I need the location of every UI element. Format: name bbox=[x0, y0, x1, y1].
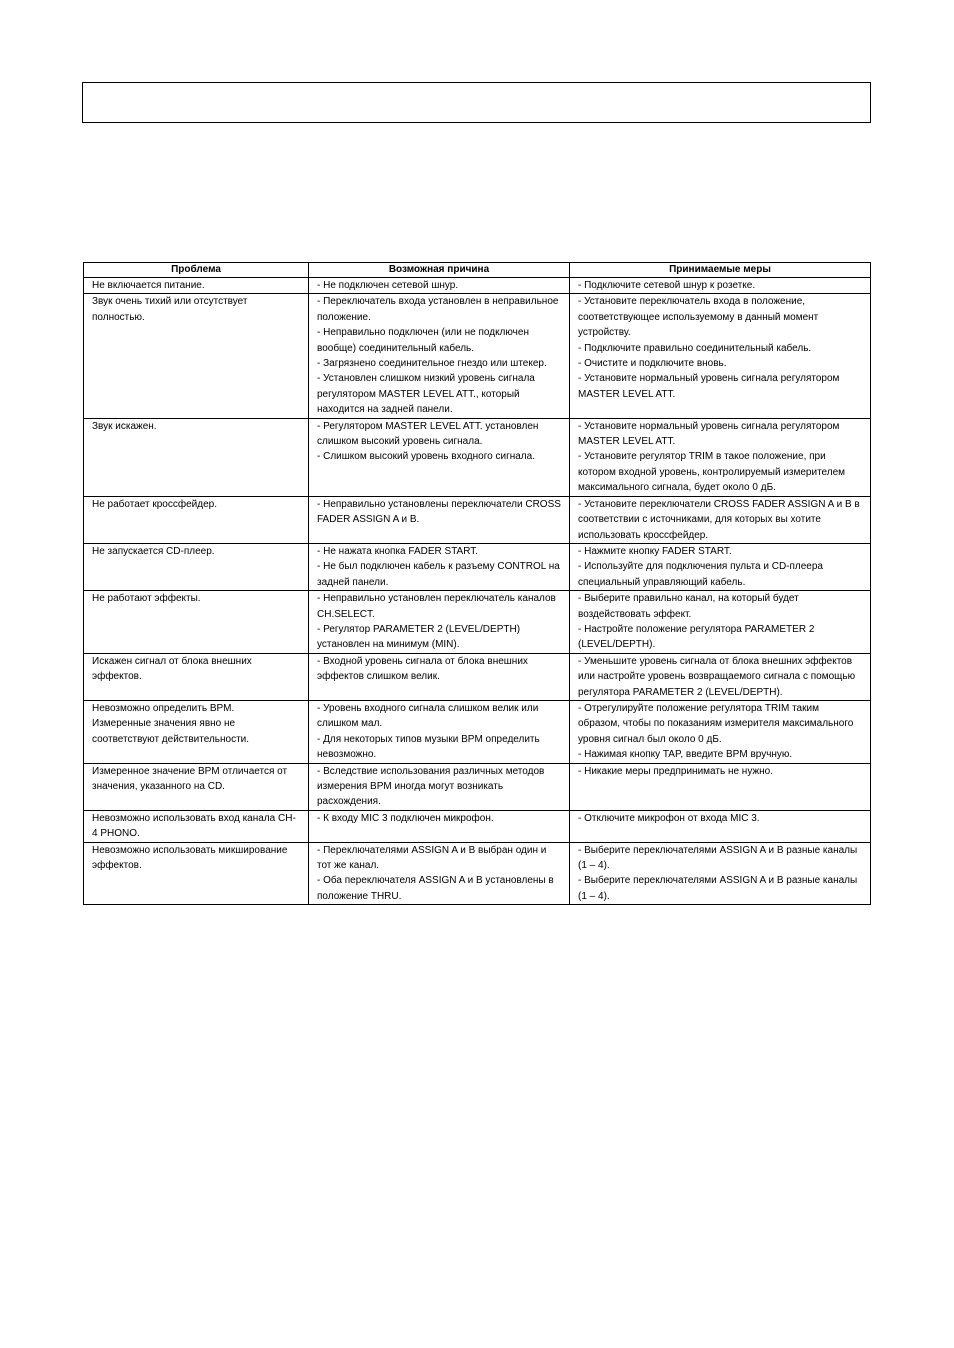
cause-line: - Регулятор PARAMETER 2 (LEVEL/DEPTH) bbox=[317, 623, 521, 635]
table-row bbox=[84, 278, 871, 294]
problem-line: Искажен сигнал от блока внешних bbox=[92, 655, 252, 667]
cell-cause bbox=[309, 700, 570, 763]
table-header-row bbox=[84, 263, 871, 278]
remedy-line: MASTER LEVEL ATT. bbox=[578, 436, 676, 448]
cause-line: тот же канал. bbox=[317, 860, 380, 872]
cell-remedy bbox=[570, 294, 871, 418]
problem-line: Не работают эффекты. bbox=[92, 593, 201, 605]
problem-line: соответствуют действительности. bbox=[92, 733, 250, 745]
problem-line: Не включается питание. bbox=[92, 280, 205, 291]
cause-line: FADER ASSIGN A и B. bbox=[317, 514, 420, 526]
cause-line: - Не нажата кнопка FADER START. bbox=[317, 545, 479, 557]
cell-problem bbox=[84, 700, 309, 763]
cell-cause bbox=[309, 278, 570, 294]
cause-line: положение. bbox=[317, 311, 371, 323]
remedy-line: образом, чтобы по показаниям измерителя максимального bbox=[578, 718, 854, 730]
cause-line: установлен на минимум (MIN). bbox=[317, 639, 460, 651]
remedy-line: устройству. bbox=[578, 327, 631, 339]
cell-remedy bbox=[570, 591, 871, 654]
cell-cause bbox=[309, 653, 570, 700]
cause-line: - Не подключен сетевой шнур. bbox=[317, 280, 459, 291]
remedy-line: - Выберите правильно канал, на который будет bbox=[578, 593, 799, 605]
cause-line: регулятором MASTER LEVEL ATT., который bbox=[317, 388, 520, 400]
table-row bbox=[84, 653, 871, 700]
cause-line: - Слишком высокий уровень входного сигнала. bbox=[317, 451, 535, 463]
cause-line: CH.SELECT. bbox=[317, 608, 375, 620]
cell-remedy bbox=[570, 842, 871, 905]
remedy-line: MASTER LEVEL ATT. bbox=[578, 388, 676, 400]
remedy-line: соответствии с источниками, для которых вы хотите bbox=[578, 514, 821, 526]
remedy-line: - Подключите правильно соединительный кабель. bbox=[578, 342, 812, 354]
remedy-line: - Используйте для подключения пульта и CD-плеера bbox=[578, 561, 823, 573]
remedy-line: - Установите регулятор TRIM в такое положение, при bbox=[578, 451, 826, 463]
problem-line: Не запускается CD-плеер. bbox=[92, 545, 215, 557]
remedy-line: - Отрегулируйте положение регулятора TRIM таким bbox=[578, 702, 819, 714]
remedy-line: (LEVEL/DEPTH). bbox=[578, 639, 656, 651]
table-row bbox=[84, 810, 871, 842]
cell-remedy bbox=[570, 278, 871, 294]
problem-line: значения, указанного на CD. bbox=[92, 781, 225, 792]
remedy-line: - Нажмите кнопку FADER START. bbox=[578, 545, 732, 557]
cause-line: - Неправильно установлен переключатель каналов bbox=[317, 593, 556, 605]
cell-cause bbox=[309, 763, 570, 810]
cause-line: невозможно. bbox=[317, 749, 377, 761]
cause-line: - Загрязнено соединительное гнездо или штекер. bbox=[317, 358, 547, 370]
table-row bbox=[84, 294, 871, 418]
column-header-remedy: Принимаемые меры bbox=[570, 263, 871, 278]
table-row bbox=[84, 418, 871, 496]
problem-line: Невозможно определить BPM. bbox=[92, 702, 235, 714]
cell-problem bbox=[84, 591, 309, 654]
remedy-line: - Выберите переключателями ASSIGN A и B разные каналы bbox=[578, 875, 858, 887]
table-row bbox=[84, 700, 871, 763]
problem-line: Звук очень тихий или отсутствует bbox=[92, 296, 248, 308]
remedy-line: - Установите нормальный уровень сигнала регулятором bbox=[578, 420, 840, 432]
remedy-line: максимального сигнала, будет около 0 дБ. bbox=[578, 482, 776, 494]
remedy-line: или настройте уровень возвращаемого сигнала с помощью bbox=[578, 671, 856, 683]
cause-line: вообще) соединительный кабель. bbox=[317, 342, 475, 354]
remedy-line: - Выберите переключателями ASSIGN A и B разные каналы bbox=[578, 844, 858, 856]
cell-problem bbox=[84, 842, 309, 905]
cell-remedy bbox=[570, 543, 871, 590]
cause-line: - Установлен слишком низкий уровень сигнала bbox=[317, 373, 535, 385]
cell-remedy bbox=[570, 700, 871, 763]
cause-line: - Регулятором MASTER LEVEL ATT. установлен bbox=[317, 420, 539, 432]
problem-line: эффектов. bbox=[92, 671, 142, 683]
cause-line: - Оба переключателя ASSIGN A и B установлены в bbox=[317, 875, 554, 887]
cause-line: - К входу MIC 3 подключен микрофон. bbox=[317, 812, 494, 824]
remedy-line: - Установите переключатели CROSS FADER ASSIGN A и B в bbox=[578, 498, 860, 510]
cause-line: расхождения. bbox=[317, 796, 381, 808]
cause-line: - Вследствие использования различных методов bbox=[317, 765, 545, 777]
cell-problem bbox=[84, 763, 309, 810]
remedy-line: - Нажимая кнопку TAP, введите BPM вручную. bbox=[578, 749, 793, 761]
remedy-line: - Подключите сетевой шнур к розетке. bbox=[578, 280, 756, 291]
problem-line: Звук искажен. bbox=[92, 420, 157, 432]
cell-remedy bbox=[570, 763, 871, 810]
cell-problem bbox=[84, 418, 309, 496]
remedy-line: (1 – 4). bbox=[578, 860, 610, 872]
problem-line: Измеренные значения явно не bbox=[92, 718, 236, 730]
cause-line: - Уровень входного сигнала слишком велик или bbox=[317, 702, 539, 714]
cause-line: - Неправильно установлены переключатели CROSS bbox=[317, 498, 561, 510]
remedy-line: - Отключите микрофон от входа MIC 3. bbox=[578, 812, 760, 824]
cell-problem bbox=[84, 543, 309, 590]
remedy-line: регулятора PARAMETER 2 (LEVEL/DEPTH). bbox=[578, 686, 783, 698]
problem-line: Невозможно использовать микширование bbox=[92, 844, 288, 856]
cell-problem bbox=[84, 278, 309, 294]
remedy-line: воздействовать эффект. bbox=[578, 608, 692, 620]
problem-line: эффектов. bbox=[92, 860, 142, 872]
troubleshooting-table bbox=[83, 262, 871, 905]
cell-remedy bbox=[570, 810, 871, 842]
remedy-line: (1 – 4). bbox=[578, 890, 610, 902]
remedy-line: - Установите нормальный уровень сигнала регулятором bbox=[578, 373, 840, 385]
cell-problem bbox=[84, 496, 309, 543]
cell-remedy bbox=[570, 496, 871, 543]
cause-line: - Входной уровень сигнала от блока внешних bbox=[317, 655, 528, 667]
cell-problem bbox=[84, 810, 309, 842]
cause-line: - Переключатель входа установлен в неправильное bbox=[317, 296, 559, 308]
remedy-line: соответствующее используемому в данный момент bbox=[578, 311, 819, 323]
remedy-line: - Установите переключатель входа в положение, bbox=[578, 296, 806, 308]
remedy-line: котором входной уровень, контролируемый измерителем bbox=[578, 466, 846, 478]
cell-cause bbox=[309, 591, 570, 654]
cause-line: измерения BPM иногда могут возникать bbox=[317, 781, 504, 792]
remedy-line: - Уменьшите уровень сигнала от блока внешних эффектов bbox=[578, 655, 853, 667]
remedy-line: - Никакие меры предпринимать не нужно. bbox=[578, 765, 773, 777]
problem-line: Измеренное значение BPM отличается от bbox=[92, 765, 288, 777]
table-row bbox=[84, 591, 871, 654]
cause-line: положение THRU. bbox=[317, 890, 402, 902]
table-row bbox=[84, 543, 871, 590]
cause-line: эффектов слишком велик. bbox=[317, 671, 440, 683]
column-header-cause: Возможная причина bbox=[309, 263, 570, 278]
cause-line: находится на задней панели. bbox=[317, 404, 453, 416]
cause-line: слишком высокий уровень сигнала. bbox=[317, 436, 483, 448]
cell-cause bbox=[309, 294, 570, 418]
remedy-line: использовать кроссфейдер. bbox=[578, 529, 709, 541]
cell-problem bbox=[84, 653, 309, 700]
cell-cause bbox=[309, 496, 570, 543]
remedy-line: - Настройте положение регулятора PARAMETER 2 bbox=[578, 623, 815, 635]
remedy-line: уровня сигнал был около 0 дБ. bbox=[578, 733, 722, 745]
remedy-line: специальный управляющий кабель. bbox=[578, 576, 746, 588]
cause-line: - Не был подключен кабель к разъему CONTROL на bbox=[317, 561, 560, 573]
header-box bbox=[82, 82, 871, 123]
cause-line: - Переключателями ASSIGN A и B выбран один и bbox=[317, 844, 547, 856]
cause-line: - Для некоторых типов музыки BPM определить bbox=[317, 733, 540, 745]
cell-remedy bbox=[570, 653, 871, 700]
cell-cause bbox=[309, 543, 570, 590]
remedy-line: - Очистите и подключите вновь. bbox=[578, 358, 727, 370]
table-row bbox=[84, 496, 871, 543]
cell-cause bbox=[309, 418, 570, 496]
cause-line: - Неправильно подключен (или не подключен bbox=[317, 327, 529, 339]
cause-line: задней панели. bbox=[317, 576, 389, 588]
cell-cause bbox=[309, 842, 570, 905]
cause-line: слишком мал. bbox=[317, 718, 383, 730]
cell-cause bbox=[309, 810, 570, 842]
problem-line: Невозможно использовать вход канала CH- bbox=[92, 812, 296, 824]
table-row bbox=[84, 842, 871, 905]
problem-line: полностью. bbox=[92, 311, 145, 323]
problem-line: 4 PHONO. bbox=[92, 828, 140, 840]
cell-problem bbox=[84, 294, 309, 418]
column-header-problem: Проблема bbox=[84, 263, 309, 278]
table-row bbox=[84, 763, 871, 810]
problem-line: Не работает кроссфейдер. bbox=[92, 498, 217, 510]
cell-remedy bbox=[570, 418, 871, 496]
